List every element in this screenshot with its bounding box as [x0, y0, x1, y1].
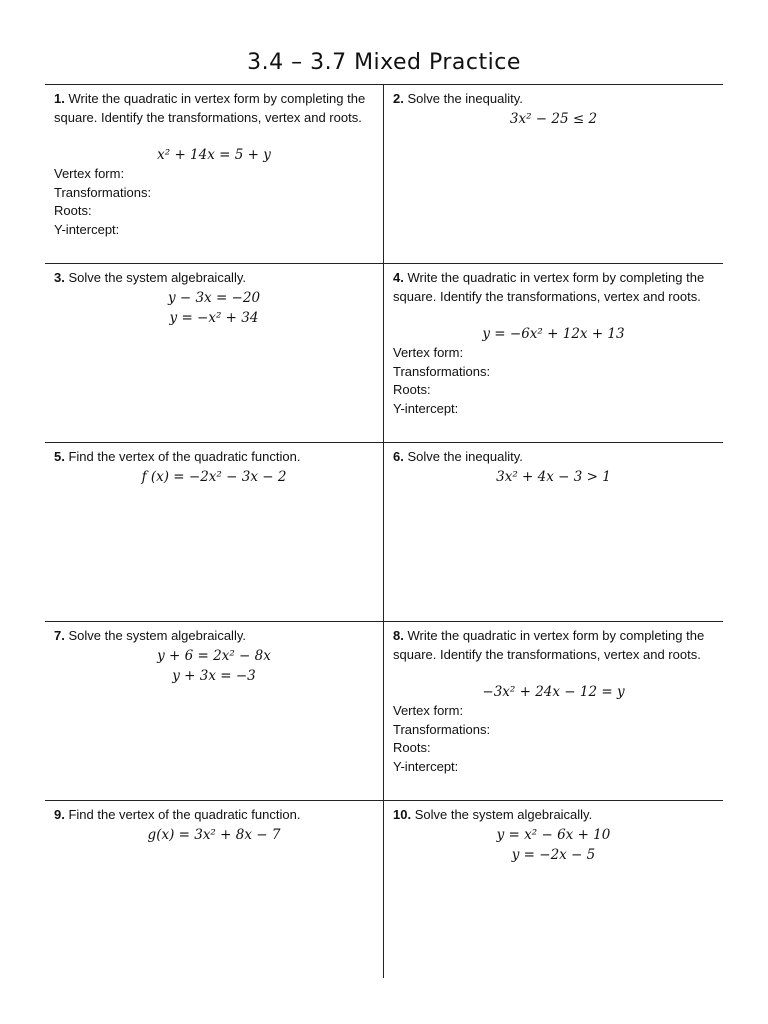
problem-prompt — [393, 269, 714, 306]
y-intercept-label: Y-intercept: — [393, 400, 459, 416]
problem-number: 4. — [393, 270, 404, 285]
problem-2 — [384, 85, 723, 263]
problem-number: 10. — [393, 807, 412, 822]
equation: −3x² + 24x − 12 = y — [482, 684, 625, 700]
problem-5 — [45, 443, 384, 621]
problem-row — [45, 264, 723, 443]
problem-number: 1. — [54, 91, 65, 106]
problem-prompt — [54, 90, 374, 127]
problem-4 — [384, 264, 723, 442]
problem-7 — [45, 622, 384, 800]
roots-label: Roots: — [393, 740, 431, 755]
problem-number: 7. — [54, 628, 65, 643]
problem-text: Write the quadratic in vertex form by completing the square. Identify the transformations, vertex and roots. — [54, 91, 366, 125]
problem-row — [45, 443, 723, 622]
problem-text: Solve the inequality. — [407, 91, 523, 106]
problem-number: 3. — [54, 270, 65, 285]
equation: x² + 14x = 5 + y — [157, 147, 271, 163]
problem-row — [45, 801, 723, 978]
problem-10 — [384, 801, 723, 978]
problem-prompt — [54, 448, 374, 467]
equation: g(x) = 3x² + 8x − 7 — [147, 826, 281, 843]
roots-label: Roots: — [54, 203, 92, 218]
worksheet-title: 3.4 – 3.7 Mixed Practice — [247, 50, 521, 75]
equation: 3x² + 4x − 3 > 1 — [496, 468, 611, 485]
problem-number: 6. — [393, 449, 404, 464]
transformations-label: Transformations: — [54, 184, 152, 200]
problem-8 — [384, 622, 723, 800]
equation: y = −2x − 5 — [511, 846, 596, 863]
problem-prompt — [393, 806, 714, 825]
vertex-form-label: Vertex form: — [393, 703, 464, 718]
problem-1 — [45, 85, 384, 263]
equation: y + 3x = −3 — [172, 667, 256, 684]
problem-9 — [45, 801, 384, 978]
problem-text: Solve the system algebraically. — [414, 807, 593, 822]
problem-grid — [45, 84, 723, 978]
equation: y = −6x² + 12x + 13 — [482, 326, 625, 342]
problem-prompt — [54, 269, 374, 288]
problem-6 — [384, 443, 723, 621]
vertex-form-label: Vertex form: — [54, 166, 125, 181]
problem-row — [45, 622, 723, 801]
problem-text: Write the quadratic in vertex form by completing the square. Identify the transformations, vertex and roots. — [393, 270, 705, 304]
problem-text: Write the quadratic in vertex form by completing the square. Identify the transformations, vertex and roots. — [393, 628, 705, 662]
transformations-label: Transformations: — [393, 721, 491, 737]
transformations-label: Transformations: — [393, 363, 491, 379]
equation: 3x² − 25 ≤ 2 — [509, 110, 598, 127]
problem-text: Solve the inequality. — [407, 449, 523, 464]
equation: y = x² − 6x + 10 — [496, 826, 611, 843]
problem-number: 2. — [393, 91, 404, 106]
roots-label: Roots: — [393, 382, 431, 397]
problem-number: 5. — [54, 449, 65, 464]
problem-prompt — [54, 806, 374, 825]
problem-prompt — [393, 448, 714, 467]
problem-text: Find the vertex of the quadratic function. — [68, 449, 301, 464]
problem-text: Solve the system algebraically. — [68, 270, 246, 285]
problem-text: Solve the system algebraically. — [68, 628, 246, 643]
problem-text: Find the vertex of the quadratic function. — [68, 807, 301, 822]
problem-number: 8. — [393, 628, 404, 643]
equation: y − 3x = −20 — [167, 289, 261, 306]
problem-prompt — [54, 627, 374, 646]
equation: y + 6 = 2x² − 8x — [157, 647, 271, 664]
vertex-form-label: Vertex form: — [393, 345, 464, 360]
equation: f (x) = −2x² − 3x − 2 — [141, 468, 287, 485]
problem-number: 9. — [54, 807, 65, 822]
equation: y = −x² + 34 — [169, 309, 259, 326]
problem-3 — [45, 264, 384, 442]
problem-prompt — [393, 90, 714, 109]
problem-prompt — [393, 627, 714, 664]
y-intercept-label: Y-intercept: — [393, 758, 459, 774]
y-intercept-label: Y-intercept: — [54, 221, 120, 237]
problem-row — [45, 85, 723, 264]
